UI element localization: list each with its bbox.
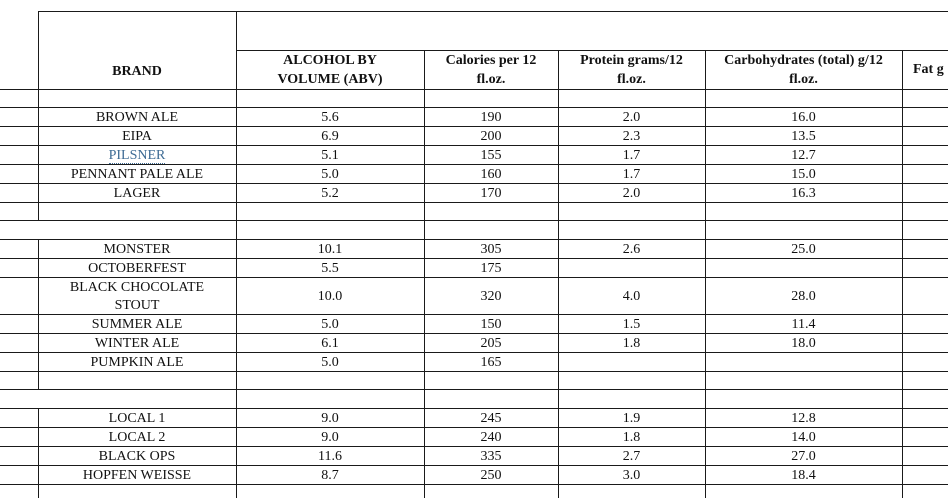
column-header-line: Fat g [913,62,944,77]
abv-cell: 6.9 [321,128,339,144]
column-header-line: Carbohydrates (total) g/12 [724,52,883,68]
carbs-cell: 18.0 [791,335,816,351]
brand-cell [38,145,236,165]
column-header-line: fl.oz. [476,71,506,87]
fat-cell [902,465,948,485]
brand-cell [38,277,236,315]
abv-cell: 5.2 [321,185,339,201]
column-header-line: fl.oz. [617,71,646,87]
abv-cell: 8.7 [321,467,339,483]
protein-cell: 2.0 [622,109,641,125]
brand-name: LOCAL 1 [108,410,166,426]
protein-cell: 1.8 [622,335,641,351]
carbs-cell: 16.0 [791,109,816,125]
fat-cell [902,408,948,428]
carbs-cell: 28.0 [791,288,816,304]
calories-cell: 170 [480,185,502,201]
brand-name: PUMPKIN ALE [90,354,184,370]
brand-name: PENNANT PALE ALE [70,166,204,182]
brand-cell [38,352,236,372]
abv-cell: 5.0 [321,166,339,182]
brand-cell [38,107,236,127]
calories-cell: 245 [480,410,502,426]
calories-cell: 335 [480,448,502,464]
carbs-cell: 15.0 [791,166,816,182]
fat-cell [902,145,948,165]
carbs-cell: 12.8 [791,410,816,426]
carbs-cell: 14.0 [791,429,816,445]
calories-cell: 320 [480,288,502,304]
group-label [0,220,238,239]
abv-cell: 5.1 [321,147,339,163]
carbs-cell: 13.5 [791,128,816,144]
calories-cell: 250 [480,467,502,483]
fat-cell [902,446,948,466]
brand-cell [38,314,236,334]
fat-cell [902,239,948,259]
brand-name: STOUT [114,297,160,313]
calories-cell: 200 [480,128,502,144]
brand-name: SUMMER ALE [91,316,183,332]
brand-name: OCTOBERFEST [88,260,186,276]
calories-cell: 240 [480,429,502,445]
brand-cell [38,408,236,428]
calories-cell: 160 [480,166,502,182]
abv-cell: 10.0 [317,288,343,304]
calories-cell: 305 [480,241,502,257]
column-header-brand [38,50,236,91]
fat-cell [902,126,948,146]
protein-cell: 1.9 [622,410,641,426]
fat-cell [902,277,948,315]
abv-cell: 9.0 [321,429,339,445]
protein-cell: 2.3 [622,128,641,144]
protein-cell: 1.5 [622,316,641,332]
carbs-cell: 27.0 [791,448,816,464]
abv-cell: 5.5 [321,260,339,276]
carbs-cell: 11.4 [791,316,816,332]
brand-name: LAGER [113,185,161,201]
protein-cell: 1.7 [622,166,641,182]
brand-name: WINTER ALE [94,335,180,351]
protein-cell: 1.7 [622,147,641,163]
fat-cell [902,107,948,127]
fat-cell [902,333,948,353]
column-header-protein [558,50,705,89]
section-title [236,23,948,50]
brand-name: EIPA [122,128,152,144]
brand-name: BLACK OPS [98,448,176,464]
abv-cell: 5.0 [321,316,339,332]
brand-name: MONSTER [103,241,171,257]
column-header-line: VOLUME (ABV) [277,71,383,87]
protein-cell [558,352,705,372]
brand-cell [38,126,236,146]
column-header-abv [236,50,424,89]
protein-cell [558,258,705,278]
brand-cell [38,446,236,466]
protein-cell: 4.0 [622,288,641,304]
calories-cell: 190 [480,109,502,125]
protein-cell: 2.0 [622,185,641,201]
abv-cell: 9.0 [321,410,339,426]
protein-cell: 2.6 [622,241,641,257]
carbs-cell: 25.0 [791,241,816,257]
abv-cell: 10.1 [317,241,343,257]
group-label [0,389,238,408]
carbs-cell: 16.3 [791,185,816,201]
brand-cell [38,465,236,485]
fat-cell [902,183,948,203]
column-header-line: Calories per 12 [445,52,537,68]
abv-cell: 5.6 [321,109,339,125]
fat-cell [902,258,948,278]
fat-cell [902,314,948,334]
brand-cell [38,164,236,184]
brand-link[interactable]: PILSNER [108,147,166,163]
brand-name: HOPFEN WEISSE [82,467,192,483]
brand-cell [38,427,236,447]
fat-cell [902,164,948,184]
brand-name: BLACK CHOCOLATE [69,279,205,295]
calories-cell: 155 [480,147,502,163]
brand-name: LOCAL 2 [108,429,166,445]
protein-cell: 1.8 [622,429,641,445]
column-header-line: BRAND [112,64,162,79]
column-header-fat [902,50,948,89]
carbs-cell: 18.4 [791,467,816,483]
protein-cell: 3.0 [622,467,641,483]
calories-cell: 205 [480,335,502,351]
column-header-line: ALCOHOL BY [283,52,377,68]
brand-name: BROWN ALE [95,109,179,125]
brand-cell [38,239,236,259]
fat-cell [902,427,948,447]
brand-cell [38,258,236,278]
carbs-cell [705,352,902,372]
column-header-calories [424,50,558,89]
protein-cell: 2.7 [622,448,641,464]
abv-cell: 6.1 [321,335,339,351]
calories-cell: 175 [480,260,502,276]
calories-cell: 165 [480,354,502,370]
carbs-cell: 12.7 [791,147,816,163]
calories-cell: 150 [480,316,502,332]
column-header-carbs [705,50,902,89]
brand-cell [38,183,236,203]
column-header-line: fl.oz. [789,71,818,87]
fat-cell [902,352,948,372]
abv-cell: 11.6 [318,448,342,464]
carbs-cell [705,258,902,278]
abv-cell: 5.0 [321,354,339,370]
column-header-line: Protein grams/12 [580,52,683,68]
brand-cell [38,333,236,353]
